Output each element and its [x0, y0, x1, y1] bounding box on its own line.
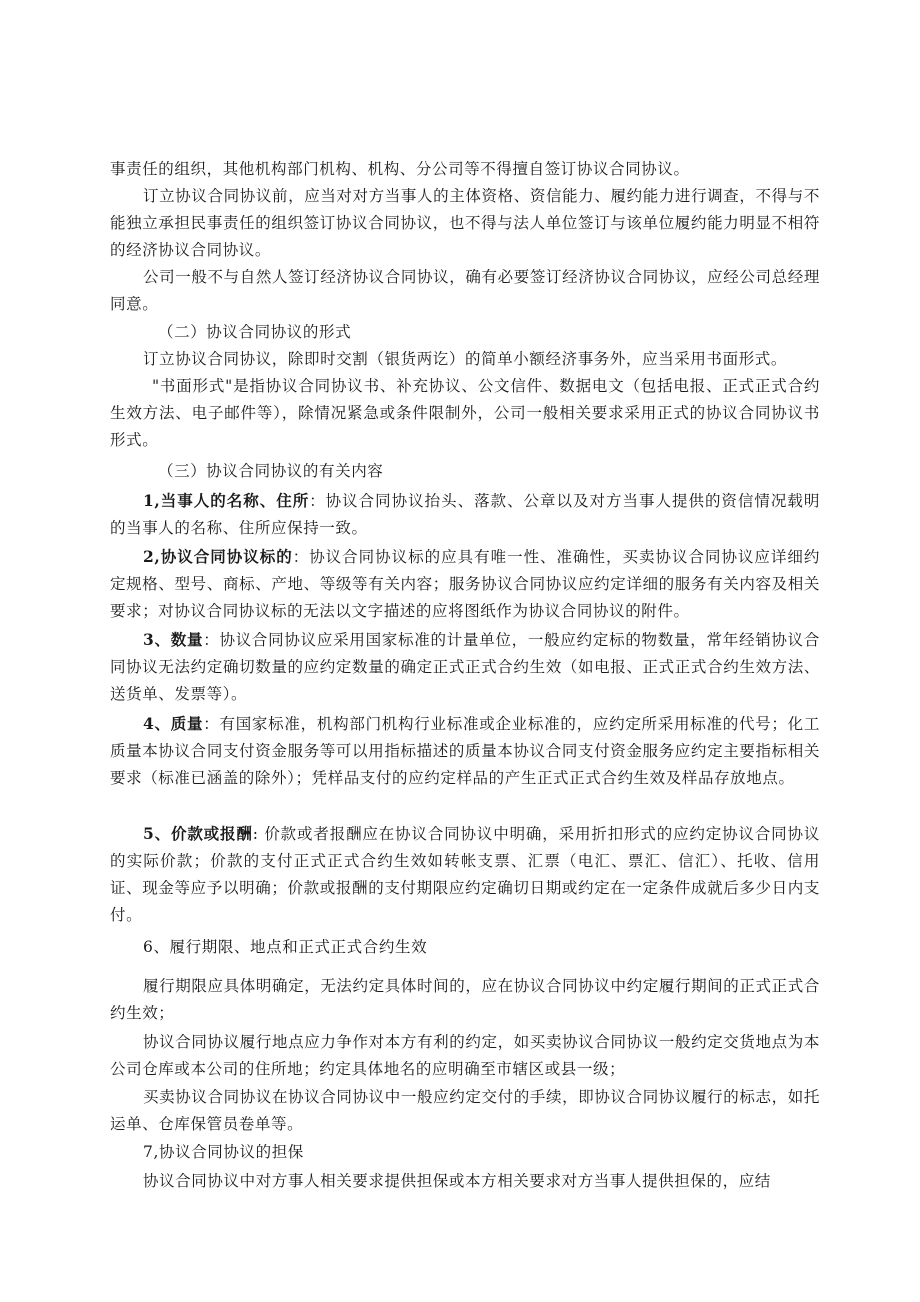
list-item-party-names: [110, 487, 820, 542]
paragraph-written-definition: "书面形式"是指协议合同协议书、补充协议、公文信件、数据电文（包括电报、正式正式合约生效方法、电子邮件等），除情况紧急或条件限制外，公司一般相关要求采用正式的协议合同协议书形式。: [110, 377, 820, 449]
list-item-text: ：协议合同协议应采用国家标准的计量单位，一般应约定标的物数量，常年经销协议合同协议无法约定确切数量的应约定数量的确定正式正式合约生效（如电报、正式正式合约生效方法、送货单、发票等）。: [110, 631, 821, 703]
list-item-quantity: [110, 626, 820, 708]
list-item-label: 3、数量: [143, 630, 204, 649]
list-item-text: ：协议合同协议标的应具有唯一性、准确性，买卖协议合同协议应详细约定规格、型号、商标、产地、等级等有关内容；服务协议合同协议应约定详细的服务有关内容及相关要求；对协议合同协议标的无法以文字描述的应将图纸作为协议合同协议的附件。: [110, 548, 821, 620]
paragraph-guarantee: 协议合同协议中对方事人相关要求提供担保或本方相关要求对方当事人提供担保的，应结: [143, 1172, 771, 1190]
section-heading-form: （二）协议合同协议的形式: [158, 323, 352, 341]
paragraph-performance-period: 履行期限应具体明确定，无法约定具体时间的，应在协议合同协议中约定履行期间的正式正式合约生效；: [110, 977, 820, 1022]
paragraph-natural-person: 公司一般不与自然人签订经济协议合同协议，确有必要签订经济协议合同协议，应经公司总经理同意。: [110, 268, 820, 313]
paragraph-performance-place: 协议合同协议履行地点应力争作对本方有利的约定，如买卖协议合同协议一般约定交货地点为本公司仓库或本公司的住所地；约定具体地名的应明确至市辖区或县一级；: [110, 1033, 820, 1078]
list-item-guarantee: 7,协议合同协议的担保: [143, 1143, 304, 1161]
list-item-price: [110, 820, 820, 929]
paragraph-investigation: 订立协议合同协议前，应当对对方当事人的主体资格、资信能力、履约能力进行调查，不得与不能独立承担民事责任的组织签订协议合同协议，也不得与法人单位签订与该单位履约能力明显不相符的经济协议合同协议。: [110, 187, 820, 259]
paragraph-intro-end: 事责任的组织，其他机构部门机构、机构、分公司等不得擅自签订协议合同协议。: [110, 160, 690, 178]
list-item-text: ：有国家标准，机构部门机构行业标准或企业标准的，应约定所采用标准的代号；化工质量本协议合同支付资金服务等可以用指标描述的质量本协议合同支付资金服务应约定主要指标相关要求（标准已涵盖的除外）；凭样品支付的应约定样品的产生正式正式合约生效及样品存放地点。: [110, 715, 821, 787]
paragraph-delivery-procedure: 买卖协议合同协议在协议合同协议中一般应约定交付的手续，即协议合同协议履行的标志，如托运单、仓库保管员卷单等。: [110, 1088, 820, 1133]
list-item-text: ：协议合同协议抬头、落款、公章以及对方当事人提供的资信情况载明的当事人的名称、住所应保持一致。: [110, 492, 820, 537]
list-item-quality: [110, 710, 820, 792]
list-item-label: 1,当事人的名称、住所: [143, 491, 310, 510]
list-item-subject-matter: [110, 543, 820, 625]
list-item-performance: 6、履行期限、地点和正式正式合约生效: [143, 938, 428, 956]
section-heading-content: （三）协议合同协议的有关内容: [158, 462, 384, 480]
list-item-label: 2,协议合同协议标的: [143, 547, 293, 566]
paragraph-written-form: 订立协议合同协议，除即时交割（银货两讫）的简单小额经济事务外，应当采用书面形式。: [143, 350, 788, 368]
list-item-text: : 价款或者报酬应在协议合同协议中明确，采用折扣形式的应约定协议合同协议的实际价款；价款的支付正式正式合约生效如转帐支票、汇票（电汇、票汇、信汇）、托收、信用证、现金等应予以明确；价款或报酬的支付期限应约定确切日期或约定在一定条件成就后多少日内支付。: [110, 825, 820, 924]
list-item-label: 4、质量: [143, 714, 204, 733]
list-item-label: 5、价款或报酬: [143, 824, 253, 843]
